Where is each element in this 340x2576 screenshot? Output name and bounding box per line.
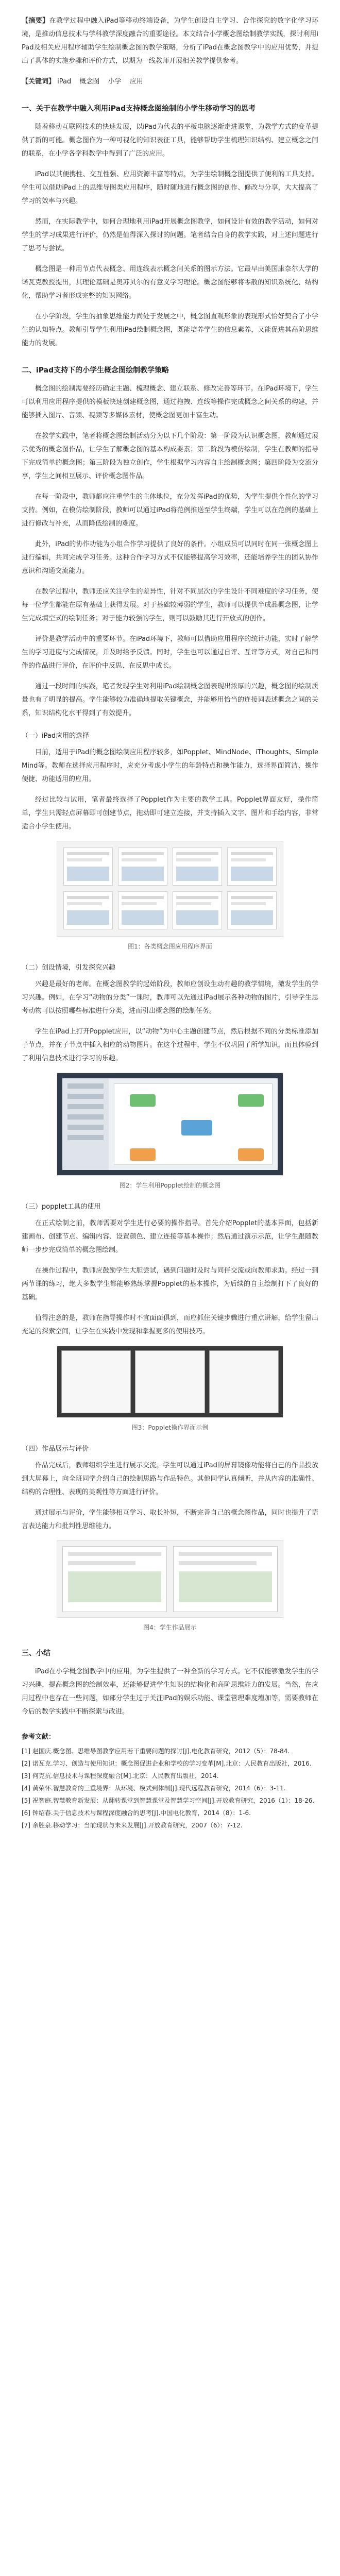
body-paragraph: 概念图的绘制需要经历确定主题、梳理概念、建立联系、修改完善等环节。在iPad环境下，学生可以利用应用程序提供的模板快速创建概念图，通过拖拽、连线等操作完成概念之间关系的构建，并能够插入图片、音频、视频等多媒体素材，使概念图更加丰富生动。 <box>22 385 318 419</box>
figure-caption: 图3：Popplet操作界面示例 <box>131 1424 209 1431</box>
abstract-text: 在教学过程中融入iPad等移动终端设备，为学生创设自主学习、合作探究的数字化学习环境，是推动信息技术与学科教学深度融合的重要途径。本文结合小学概念图绘制教学实践，探讨利用iPad及相关应用程序辅助学生绘制概念图的教学策略，分析了iPad在概念图教学中的应用优势，并提出了具体的实施步骤和评价方式，以期为一线教师开展相关教学提供参考。 <box>22 17 318 65</box>
section-heading: 二、iPad支持下的小学生概念图绘制教学策略 <box>22 366 169 375</box>
reference-item: [2] 诺瓦克.学习、创造与使用知识：概念图促进企业和学校的学习变革[M].北京：人民教育出版社，2016. <box>22 1760 312 1767</box>
app-screenshot-thumbnail <box>118 848 167 886</box>
body-paragraph: 兴趣是最好的老师。在概念图教学的起始阶段，教师应创设生动有趣的教学情境，激发学生的学习兴趣。例如，在学习“动物的分类”一课时，教师可以先通过iPad展示各种动物的图片，引导学生思考动物可以按照哪些标准进行分类，进而引出概念图的绘制任务。 <box>22 980 318 1015</box>
app-screenshot-thumbnail <box>173 891 222 929</box>
abstract <box>22 14 318 68</box>
interface-panel <box>61 1350 131 1413</box>
interface-panel <box>135 1350 205 1413</box>
section-heading: 三、小结 <box>22 1649 50 1657</box>
figure-app-screens <box>57 841 283 937</box>
keywords <box>22 75 318 89</box>
app-screenshot-thumbnail <box>227 848 277 886</box>
body-paragraph: iPad在小学概念图教学中的应用，为学生提供了一种全新的学习方式。它不仅能够激发学生的学习兴趣，提高概念图的绘制效率，还能够促进学生知识的结构化和高阶思维能力的发展。当然，在应用过程中也存在一些问题，如部分学生过于关注iPad的娱乐功能、课堂管理难度增加等，需要教师在今后的教学实践中不断探索与改进。 <box>22 1668 318 1716</box>
body-paragraph: 在教学过程中，教师还应关注学生的差异性，针对不同层次的学生设计不同难度的学习任务，使每一位学生都能在原有基础上获得发展。对于基础较薄弱的学生，教师可以提供半成品概念图，让学生完成填空式的绘制任务；对于能力较强的学生，则可以鼓励其进行开放式的创作。 <box>22 588 318 622</box>
reference-item: [6] 钟绍春.关于信息技术与课程深度融合的思考[J].中国电化教育，2014（8）：1-6. <box>22 1809 251 1817</box>
student-work-image <box>62 1546 167 1612</box>
reference-item: [5] 祝智庭.智慧教育新发展：从翻转课堂到智慧课堂及智慧学习空间[J].开放教育研究，2016（1）：18-26. <box>22 1797 315 1804</box>
body-paragraph: 通过展示与评价，学生能够相互学习、取长补短，不断完善自己的概念图作品，同时也提升了语言表达能力和批判性思维能力。 <box>22 1509 318 1530</box>
figure-caption: 图1：各类概念图应用程序界面 <box>128 943 212 950</box>
subsection-heading: （三）popplet工具的使用 <box>22 1203 101 1211</box>
keywords-label: 【关键词】 <box>22 78 56 86</box>
reference-item: [7] 余胜泉.移动学习：当前现状与未来发展[J].开放教育研究，2007（6）：7-12. <box>22 1822 243 1829</box>
section-heading: 一、关于在教学中融入利用iPad支持概念图绘制的小学生移动学习的思考 <box>22 105 256 113</box>
body-paragraph: 概念图是一种用节点代表概念、用连线表示概念间关系的图示方法。它最早由美国康奈尔大学的诺瓦克教授提出，其理论基础是奥苏贝尔的有意义学习理论。概念图能够将零散的知识系统化、结构化，帮助学习者形成完整的知识网络。 <box>22 265 318 300</box>
body-paragraph: 在每一阶段中，教师都应注重学生的主体地位，充分发挥iPad的优势，为学生提供个性化的学习支持。例如，在模仿绘制阶段，教师可以通过iPad将范例推送至学生终端，学生可以在范例的基础上进行修改与补充，从而降低绘制的难度。 <box>22 493 318 528</box>
body-paragraph: 经过比较与试用，笔者最终选择了Popplet作为主要的教学工具。Popplet界面友好，操作简单，学生只需轻点屏幕即可创建节点，拖动即可建立连接，并支持插入文字、图片和手绘内容，非常适合小学生使用。 <box>22 796 318 831</box>
keyword-item: 小学 <box>108 78 122 86</box>
body-paragraph: 作品完成后，教师组织学生进行展示交流。学生可以通过iPad的屏幕镜像功能将自己的作品投放到大屏幕上，向全班同学介绍自己的绘制思路与作品特色。其他同学认真倾听，并从内容的准确性、结构的合理性、表现的美观性等方面进行评价。 <box>22 1462 318 1496</box>
concept-map-canvas <box>114 1083 273 1165</box>
app-screenshot-thumbnail <box>118 891 167 929</box>
concept-node <box>238 1094 264 1107</box>
app-screenshot-thumbnail <box>227 891 277 929</box>
concept-node <box>181 1120 212 1136</box>
subsection-heading: （二）创设情境，引发探究兴趣 <box>22 964 116 972</box>
concept-node <box>130 1148 156 1161</box>
body-paragraph: iPad以其便携性、交互性强、应用资源丰富等特点，为学生绘制概念图提供了便利的工具支持。学生可以借助iPad上的思维导图类应用程序，随时随地进行概念图的创作、修改与分享，大大提高了学习的效率与兴趣。 <box>22 171 318 205</box>
reference-item: [4] 黄荣怀.智慧教育的三重境界：从环境、模式到体制[J].现代远程教育研究，2014（6）：3-11. <box>22 1785 286 1792</box>
interface-panel <box>209 1350 279 1413</box>
keyword-item: iPad <box>57 78 72 86</box>
app-screenshot-thumbnail <box>63 848 113 886</box>
reference-item: [3] 何克抗.信息技术与课程深度融合[M].北京：人民教育出版社，2014. <box>22 1772 219 1780</box>
references-title: 参考文献： <box>22 1733 56 1741</box>
app-screenshot-thumbnail <box>173 848 222 886</box>
keyword-item: 概念图 <box>79 78 100 86</box>
body-paragraph: 在操作过程中，教师应鼓励学生大胆尝试，遇到问题时及时与同伴交流或向教师求助。经过一到两节课的练习，绝大多数学生都能够熟练掌握Popplet的基本操作，为后续的自主绘制打下了良好的基础。 <box>22 1267 318 1301</box>
app-screenshot-thumbnail <box>63 891 113 929</box>
reference-item: [1] 赵国庆.概念图、思维导图教学应用若干重要问题的探讨[J].电化教育研究，2012（5）：78-84. <box>22 1748 290 1755</box>
subsection-heading: （四）作品展示与评价 <box>22 1445 89 1453</box>
app-sidebar <box>62 1078 109 1170</box>
abstract-label: 【摘要】 <box>22 17 49 25</box>
body-paragraph: 评价是教学活动中的重要环节。在iPad环境下，教师可以借助应用程序的统计功能，实时了解学生的学习进度与完成情况，并及时给予反馈。同时，学生也可以通过自评、互评等方式，对自己和同伴的作品进行评价，在评价中反思、在反思中成长。 <box>22 635 318 670</box>
body-paragraph: 在正式绘制之前，教师需要对学生进行必要的操作指导。首先介绍Popplet的基本界面，包括新建画布、创建节点、编辑内容、设置颜色、建立连接等基本操作；然后通过演示示范，让学生跟随教师一步步完成简单的概念图绘制。 <box>22 1219 318 1254</box>
concept-node <box>238 1148 264 1161</box>
student-work-image <box>173 1546 278 1612</box>
figure-student-works <box>57 1540 283 1618</box>
subsection-heading: （一）iPad应用的选择 <box>22 732 90 740</box>
body-paragraph: 通过一段时间的实践，笔者发现学生对利用iPad绘制概念图表现出浓厚的兴趣，概念图的绘制质量也有了明显的提高。学生能够较为准确地提取关键概念，并能够用恰当的连接词表述概念之间的关系，知识结构化水平得到了有效提升。 <box>22 683 318 717</box>
figure-caption: 图2：学生利用Popplet绘制的概念图 <box>119 1182 221 1189</box>
body-paragraph: 目前，适用于iPad的概念图绘制应用程序较多，如Popplet、MindNode、iThoughts、SimpleMind等。教师在选择应用程序时，应充分考虑小学生的年龄特点和操作能力，选择界面简洁、操作便捷、功能适用的应用。 <box>22 749 318 783</box>
body-paragraph: 随着移动互联网技术的快速发展，以iPad为代表的平板电脑逐渐走进课堂，为教学方式的变革提供了新的可能。概念图作为一种可视化的知识表征工具，能够帮助学生梳理知识结构、建立概念之间的联系，在小学各学科教学中得到了广泛的应用。 <box>22 123 318 158</box>
keyword-item: 应用 <box>129 78 143 86</box>
figure-popplet-concept-map <box>57 1073 283 1176</box>
figure-popplet-interface <box>57 1346 283 1418</box>
body-paragraph: 学生在iPad上打开Popplet应用，以“动物”为中心主题创建节点，然后根据不同的分类标准添加子节点，并在子节点中插入相应的动物图片。在这个过程中，学生不仅巩固了所学知识，而且体验到了利用信息技术进行学习的乐趣。 <box>22 1028 318 1062</box>
body-paragraph: 在小学阶段，学生的抽象思维能力尚处于发展之中，概念图直观形象的表现形式恰好契合了小学生的认知特点。教师引导学生利用iPad绘制概念图，既能培养学生的信息素养，又能促进其高阶思维能力的发展。 <box>22 313 318 347</box>
body-paragraph: 值得注意的是，教师在指导操作时不宜面面俱到，而应抓住关键步骤进行重点讲解，给学生留出充足的探索空间，让学生在实践中发现和掌握更多的使用技巧。 <box>22 1314 318 1335</box>
body-paragraph: 然而，在实际教学中，如何合理地利用iPad开展概念图教学，如何设计有效的教学活动，如何对学生的学习成果进行评价，仍然是值得深入探讨的问题。笔者结合自身的教学实践，对上述问题进行了思考与尝试。 <box>22 218 318 252</box>
figure-caption: 图4：学生作品展示 <box>143 1624 197 1631</box>
body-paragraph: 此外，iPad的协作功能为小组合作学习提供了良好的条件。小组成员可以同时在同一张概念图上进行编辑，共同完成学习任务。这种合作学习方式不仅能够提高学习效率，还能培养学生的团队协作意识和沟通交流能力。 <box>22 540 318 575</box>
body-paragraph: 在教学实践中，笔者将概念图绘制活动分为以下几个阶段：第一阶段为认识概念图，教师通过展示优秀的概念图作品，让学生了解概念图的基本构成要素；第二阶段为模仿绘制，学生在教师的指导下完成简单的概念图；第三阶段为独立创作，学生根据学习内容自主绘制概念图；第四阶段为交流分享，学生之间相互展示、评价概念图作品。 <box>22 432 318 480</box>
concept-node <box>130 1094 156 1107</box>
